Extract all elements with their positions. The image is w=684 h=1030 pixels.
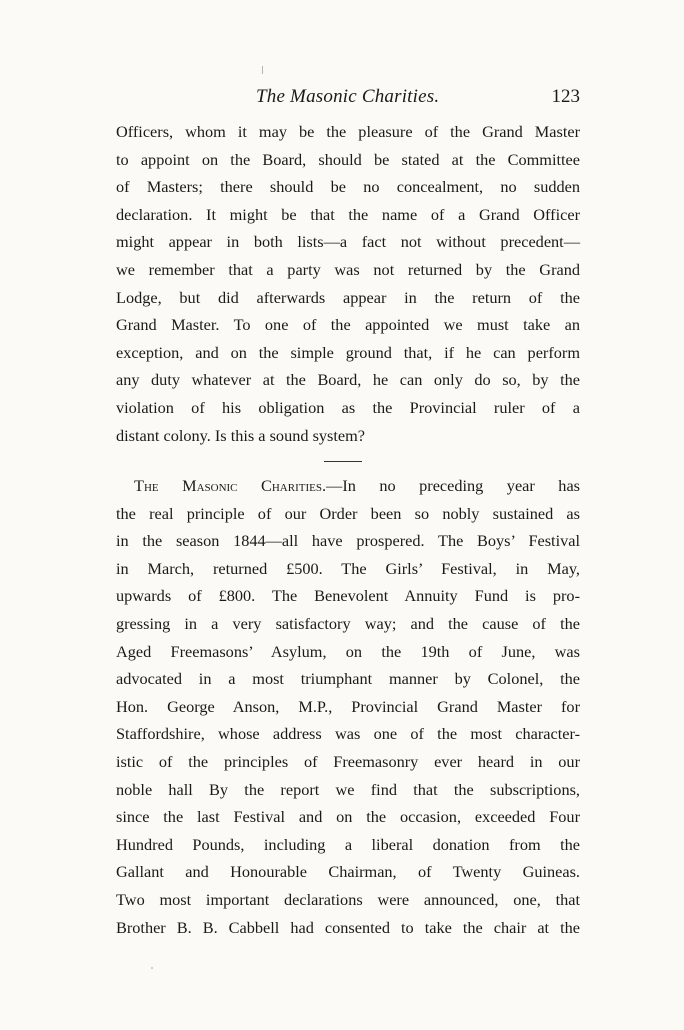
page-number: 123 xyxy=(551,86,580,107)
text-line: istic of the principles of Freemasonry ever heard in our xyxy=(116,751,580,771)
text-line: we remember that a party was not returned by the Grand xyxy=(116,259,580,279)
text-line: distant colony. Is this a sound system? xyxy=(116,425,366,445)
text-line: the real principle of our Order been so nobly sustained as xyxy=(116,503,580,523)
text-line: might appear in both lists—a fact not without precedent— xyxy=(116,232,580,252)
text-line: Hon. George Anson, M.P., Provincial Grand Master for xyxy=(116,696,580,716)
text-line: exception, and on the simple ground that, if he can perform xyxy=(116,342,580,362)
text-line: violation of his obligation as the Provincial ruler of a xyxy=(116,397,580,417)
text-line: since the last Festival and on the occasion, exceeded Four xyxy=(116,807,580,827)
text-line: Grand Master. To one of the appointed we must take an xyxy=(116,315,580,335)
section-divider xyxy=(324,461,362,462)
text-line: Two most important declarations were announced, one, that xyxy=(116,889,580,909)
section-title: The Masonic Charities. xyxy=(134,476,327,495)
text-line: to appoint on the Board, should be stated at the Committee xyxy=(116,149,580,169)
text-line: in the season 1844—all have prospered. The Boys’ Festival xyxy=(116,531,580,551)
paragraph-1 xyxy=(116,118,580,449)
text-line: Gallant and Honourable Chairman, of Twenty Guineas. xyxy=(116,862,580,882)
text-line: Officers, whom it may be the pleasure of the Grand Master xyxy=(116,122,580,141)
text-line: noble hall By the report we find that the subscriptions, xyxy=(116,779,580,799)
text-line: any duty whatever at the Board, he can only do so, by the xyxy=(116,370,580,390)
text-line: in March, returned £500. The Girls’ Festival, in May, xyxy=(116,558,580,578)
text-line: gressing in a very satisfactory way; and the cause of the xyxy=(116,613,580,633)
text-line: Hundred Pounds, including a liberal donation from the xyxy=(116,834,580,854)
text-line-lead xyxy=(116,472,580,500)
text-line: advocated in a most triumphant manner by Colonel, the xyxy=(116,669,580,689)
paper-speck xyxy=(151,967,153,969)
text-line: Aged Freemasons’ Asylum, on the 19th of June, was xyxy=(116,641,580,661)
page-header xyxy=(110,86,588,114)
page-mark xyxy=(262,66,263,74)
text-line: Lodge, but did afterwards appear in the return of the xyxy=(116,287,580,307)
text-line: upwards of £800. The Benevolent Annuity Fund is pro- xyxy=(116,586,580,606)
text-line: of Masters; there should be no concealment, no sudden xyxy=(116,177,580,197)
text-line: Staffordshire, whose address was one of the most character- xyxy=(116,724,580,744)
text-line: declaration. It might be that the name of a Grand Officer xyxy=(116,204,580,224)
text-line: Brother B. B. Cabbell had consented to take the chair at the xyxy=(116,917,580,937)
lead-in-text: —In no preceding year has xyxy=(326,476,581,495)
paragraph-2 xyxy=(116,472,580,941)
running-title: The Masonic Charities. xyxy=(256,86,440,107)
